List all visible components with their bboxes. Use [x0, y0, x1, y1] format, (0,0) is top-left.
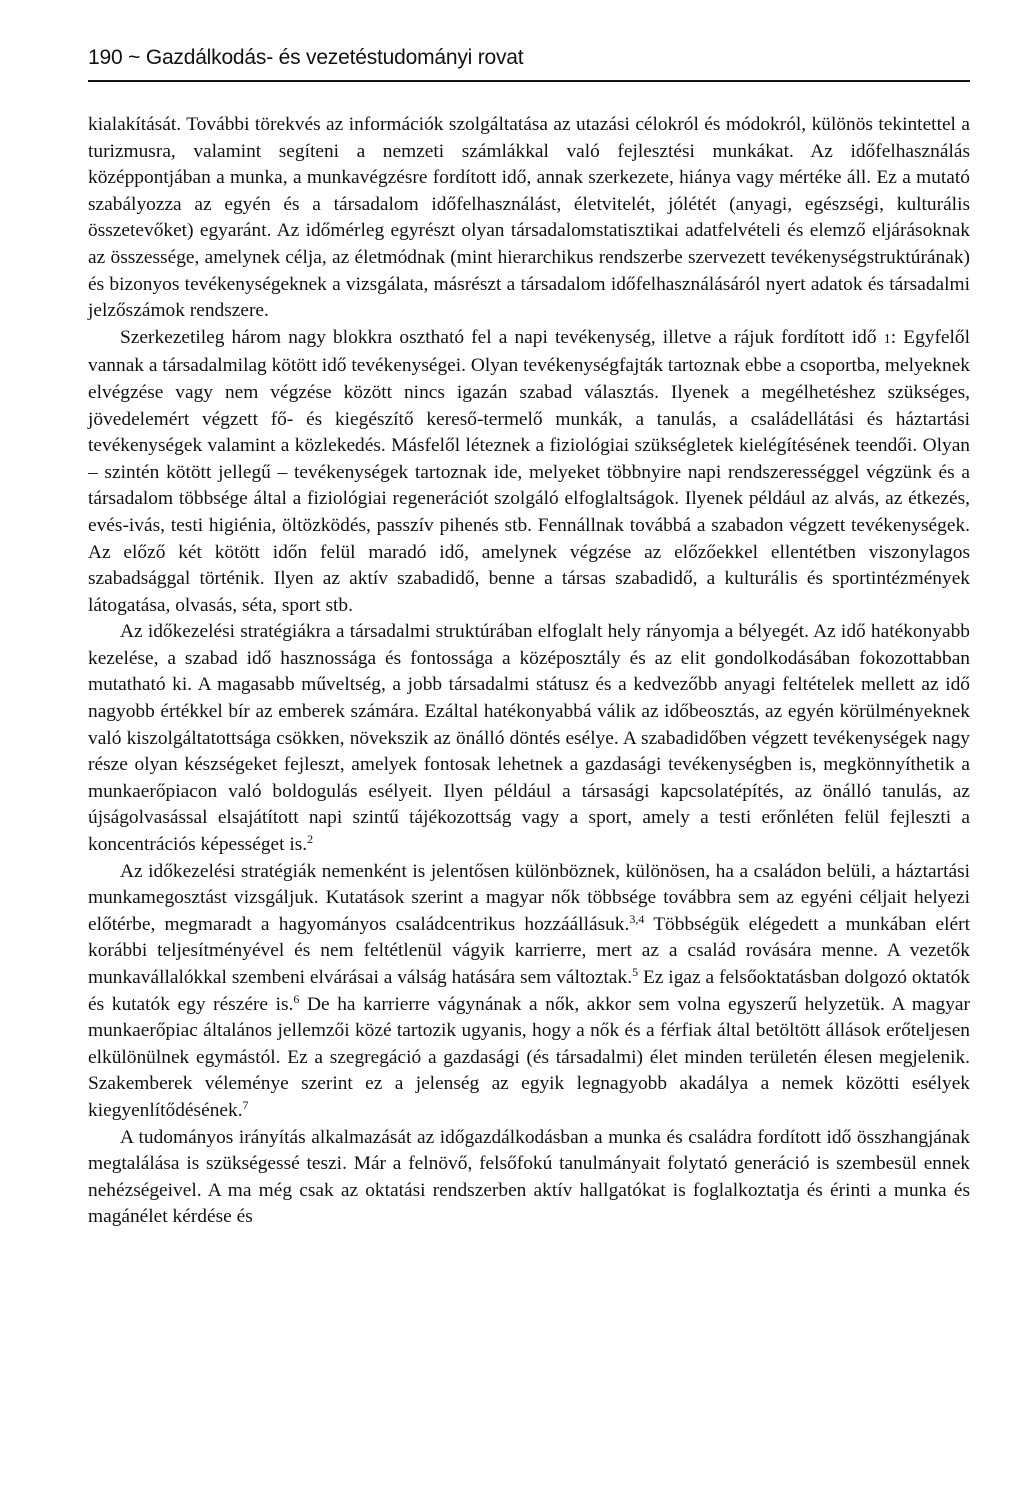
footnote-ref: 3,4 [629, 911, 645, 926]
paragraph-text: Az időkezelési stratégiák nemenként is jelentősen különböznek, különösen, ha a családon belüli, a háztartási munkamegosztást vizsgáljuk. Kutatások szerint a magyar nők többsége továbbra sem az egyéni céljait helyezi előtérbe, megmaradt a hagyományos családcentrikus hozzáállásuk. [88, 860, 970, 935]
header-separator: ~ [128, 46, 141, 69]
footnote-ref: 7 [242, 1097, 249, 1112]
footnote-ref: 6 [293, 991, 300, 1006]
paragraph-4 [88, 859, 970, 1125]
paragraph-text: De ha karrierre vágynának a nők, akkor sem volna egyszerű helyzetük. A magyar munkaerőpiac általános jellemzői közé tartozik ugyanis, hogy a nők és a férfiak által betöltött állások erőteljesen elkülönülnek egymástól. Ez a szegregáció a gazdasági (és társadalmi) élet minden területén élesen megjelenik. Szakemberek véleménye szerint ez a jelenség az egyik legnagyobb akadálya a nemek közötti esélyek kiegyenlítődésének. [88, 993, 970, 1121]
running-header [88, 38, 970, 82]
paragraph-text: A tudományos irányítás alkalmazását az időgazdálkodásban a munka és családra fordított idő összhangjának megtalálása is szükségessé teszi. Már a felnövő, felsőfokú tanulmányait folytató generáció is szembesül ennek nehézségeivel. A ma még csak az oktatási rendszerben aktív hallgatókat is foglalkoztatja és érinti a munka és magánélet kérdése és [88, 1126, 970, 1228]
paragraph-1 [88, 112, 970, 325]
page-number: 190 [88, 46, 123, 69]
paragraph-2 [88, 325, 970, 620]
header-text [88, 46, 523, 70]
paragraph-text: kialakítását. További törekvés az információk szolgáltatása az utazási célokról és módokról, különös tekintettel a turizmusra, valamint segíteni a nemzeti számlákkal való fejlesztési munkákat. Az időfelhasználás középpontjában a munka, a munkavégzésre fordított idő, annak szerkezete, hiánya vagy mértéke áll. Ez a mutató szabályozza az egyén és a társadalom időfelhasználást, életvitelét, jólétét (anyagi, egészségi, kulturális összetevőket) egyaránt. Az időmérleg egyrészt olyan társadalomstatisztikai adatfelvételi és elemző eljárásoknak az összessége, amelynek célja, az életmódnak (mint hierarchikus rendszerbe szervezett tevékenységstruktúrának) és bizonyos tevékenységeknek a vizsgálata, másrészt a társadalom időfelhasználásáról nyert adatok és társadalmi jelzőszámok rendszere. [88, 114, 970, 322]
paragraph-text: Az időkezelési stratégiákra a társadalmi struktúrában elfoglalt hely rányomja a bélyegét. Az idő hatékonyabb kezelése, a szabad idő hasznossága és fontossága a középosztály és az elit gondolkodásában fokozottabban mutatható ki. A magasabb műveltség, a jobb társadalmi státusz és a kedvezőbb anyagi feltételek mellett az idő nagyobb értékkel bír az emberek számára. Ezáltal hatékonyabbá válik az időbeosztás, az egyén körülményeknek való kiszolgáltatottsága csökken, növekszik az önálló döntés esélye. A szabadidőben végzett tevékenységek nagy része olyan készségeket fejleszt, amelyek fontosak lehetnek a gazdasági tevékenységben is, megkönnyíthetik a munkaerőpiacon való boldogulás esélyeit. Ilyen például a társasági kapcsolatépítés, az önálló tanulás, az újságolvasással elsajátított napi szintű tájékozottság vagy a sport, amely a testi erőnléten felül fejleszti a koncentrációs képességet is. [88, 621, 970, 856]
paragraph-3 [88, 619, 970, 858]
paragraph-text: : Egyfelől vannak a társadalmilag kötött idő tevékenységei. Olyan tevékenységfajták tartoznak ebbe a csoportba, melyeknek elvégzése vagy nem végzése között nincs igazán szabad választás. Ilyenek a megélhetéshez szükséges, jövedelemért végzett fő- és kiegészítő kereső-termelő munkák, a tanulás, a családellátási és háztartási tevékenységek valamint a közlekedés. Másfelől léteznek a fiziológiai szükségletek kielégítésének teendői. Olyan – szintén kötött jellegű – tevékenységek tartoznak ide, melyeket többnyire napi rendszerességgel végzünk és a társadalom többsége által a fiziológiai regenerációt szolgáló elfoglaltságok. Ilyenek például az alvás, az étkezés, evés-ivás, testi higiénia, öltözködés, passzív pihenés stb. Fennállnak továbbá a szabadon végzett tevékenységek. Az előző két kötött időn felül maradó idő, amelynek végzése az előzőekkel ellentétben viszonylagos szabadsággal történik. Ilyen az aktív szabadidő, benne a társas szabadidő, a kulturális és sportintézmények látogatása, olvasás, séta, sport stb. [88, 326, 970, 616]
footnote-ref: 2 [307, 832, 314, 847]
paragraph-5 [88, 1125, 970, 1231]
paragraph-text: Szerkezetileg három nagy blokkra osztható fel a napi tevékenység, illetve a rájuk fordított idő [120, 326, 877, 348]
section-title: Gazdálkodás- és vezetéstudományi rovat [145, 46, 524, 69]
header-rule [88, 80, 970, 82]
paragraph-text: Ez igaz a felsőoktatásban dolgozó oktatók és kutatók egy részére is. [88, 967, 971, 1015]
footnote-ref: 5 [632, 965, 639, 979]
footnote-ref: 1 [883, 331, 891, 347]
article-body [88, 112, 970, 1231]
paragraph-text: Többségük elégedett a munkában elért korábbi teljesítményével és nem feltétlenül vágyik karrierre, mert az a család rovására menne. A vezetők munkavállalókkal szembeni elvárásai a válság hatására sem változtak. [88, 913, 970, 988]
